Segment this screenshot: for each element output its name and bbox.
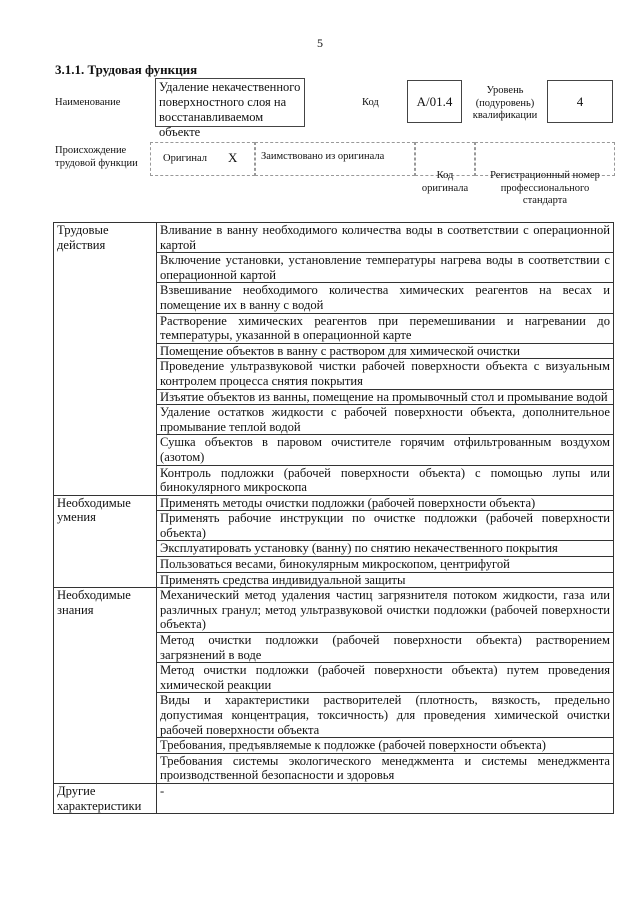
section-item: Применять методы очистки подложки (рабочей поверхности объекта) [157, 495, 614, 511]
table-row [54, 223, 614, 253]
name-value: Удаление некачественного поверхностного слоя на восстанавливаемом объекте [155, 78, 305, 127]
level-value: 4 [547, 80, 613, 123]
section-item: Вливание в ванну необходимого количества воды в соответствии с операционной картой [157, 223, 614, 253]
section-item: Взвешивание необходимого количества химических реагентов на весах и помещение их в ванну с водой [157, 283, 614, 313]
borrowed-label: Заимствовано из оригинала [261, 151, 385, 162]
table-row [54, 783, 614, 813]
section-item: Виды и характеристики растворителей (плотность, вязкость, предельно допустимая концентрация, токсичность) для проведения химической очистки рабочей поверхности объекта [157, 693, 614, 738]
section-item: Сушка объектов в паровом очистителе горячим отфильтрованным воздухом (азотом) [157, 435, 614, 465]
section-item: Контроль подложки (рабочей поверхности объекта) с помощью лупы или бинокулярного микроскопа [157, 465, 614, 495]
section-item: Пользоваться весами, бинокулярным микроскопом, центрифугой [157, 557, 614, 573]
section-item: Применять средства индивидуальной защиты [157, 572, 614, 588]
section-item: - [157, 783, 614, 813]
section-item: Метод очистки подложки (рабочей поверхности объекта) путем проведения химической реакции [157, 663, 614, 693]
original-label: Оригинал [163, 153, 207, 164]
section-heading: 3.1.1. Трудовая функция [55, 62, 198, 77]
original-mark: X [228, 150, 238, 165]
table-row [54, 495, 614, 511]
reg-number-label: Регистрационный номер профессионального стандарта [490, 170, 600, 206]
section-item: Проведение ультразвуковой чистки рабочей поверхности объекта с визуальным контролем процесса снятия покрытия [157, 359, 614, 389]
section-label: Трудовые действия [54, 223, 157, 496]
name-label: Наименование [55, 97, 121, 108]
section-item: Требования, предъявляемые к подложке (рабочей поверхности объекта) [157, 738, 614, 754]
section-item: Включение установки, установление температуры нагрева воды в соответствии с операционной картой [157, 253, 614, 283]
section-label: Необходимые умения [54, 495, 157, 588]
function-table [53, 222, 614, 814]
origin-label: Происхождение трудовой функции [55, 145, 138, 169]
page-number: 5 [317, 36, 323, 50]
original-code-label: Код оригинала [421, 170, 469, 194]
section-item: Помещение объектов в ванну с раствором для химической очистки [157, 343, 614, 359]
section-label: Необходимые знания [54, 588, 157, 784]
section-item: Изъятие объектов из ванны, помещение на промывочный стол и промывание водой [157, 389, 614, 405]
section-label: Другие характеристики [54, 783, 157, 813]
section-item: Удаление остатков жидкости с рабочей поверхности объекта, дополнительное промывание теплой водой [157, 405, 614, 435]
borrowed-box [255, 142, 415, 176]
section-item: Растворение химических реагентов при перемешивании и нагревании до температуры, указанной в операционной карте [157, 313, 614, 343]
section-item: Метод очистки подложки (рабочей поверхности объекта) растворением загрязнений в воде [157, 633, 614, 663]
table-row [54, 588, 614, 633]
code-label: Код [362, 97, 379, 108]
level-label: Уровень (подуровень) квалификации [472, 85, 538, 121]
section-item: Эксплуатировать установку (ванну) по снятию некачественного покрытия [157, 541, 614, 557]
section-item: Требования системы экологического менеджмента и системы менеджмента производственной безопасности и здоровья [157, 753, 614, 783]
section-item: Применять рабочие инструкции по очистке подложки (рабочей поверхности объекта) [157, 511, 614, 541]
section-item: Механический метод удаления частиц загрязнителя потоком жидкости, газа или различных гранул; метод ультразвуковой очистки подложки (рабочей поверхности объекта) [157, 588, 614, 633]
original-box [150, 142, 255, 176]
code-value: A/01.4 [407, 80, 462, 123]
